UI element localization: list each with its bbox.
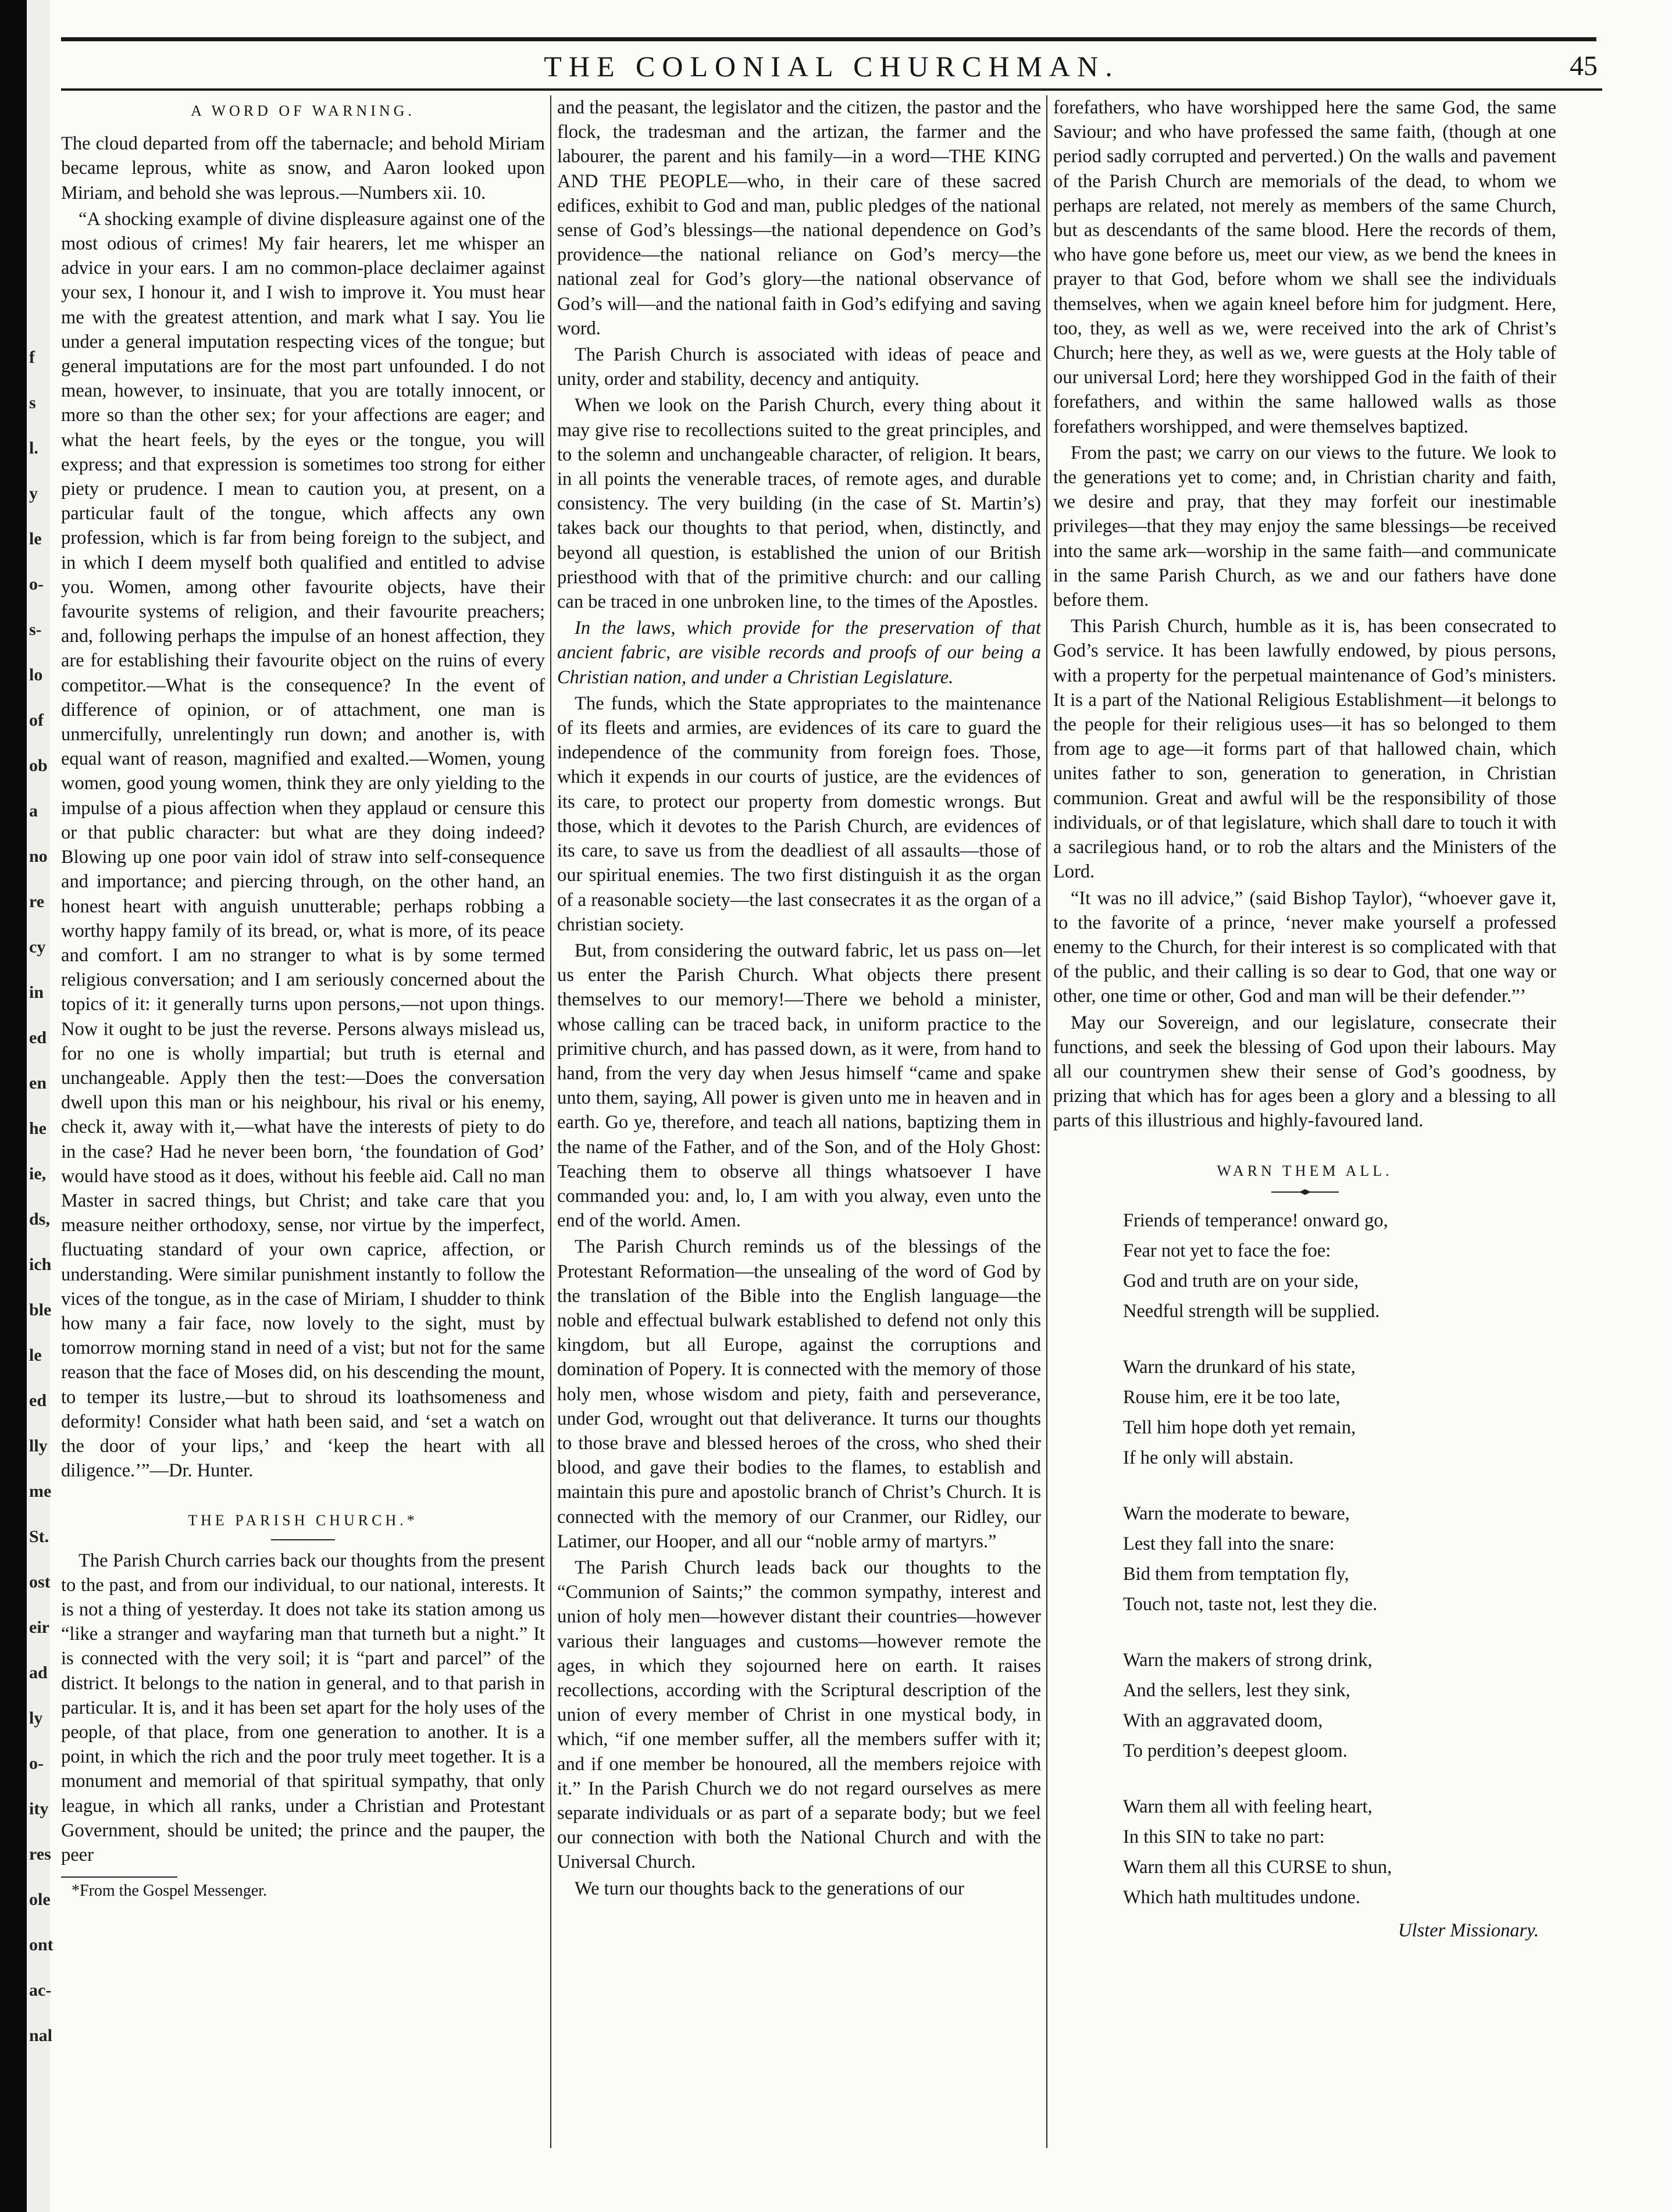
margin-fragment: ble: [29, 1300, 52, 1319]
poem-line: Touch not, taste not, lest they die.: [1123, 1593, 1378, 1615]
margin-fragment: ad: [29, 1663, 48, 1682]
poem-line: Tell him hope doth yet remain,: [1123, 1417, 1356, 1438]
scripture-epigraph: The cloud departed from off the tabernacle; and behold Miriam became leprous, white as snow, and Aaron looked upon Miriam, and behold she was leprous.—Numbers xii. 10.: [61, 133, 545, 204]
poem-line: And the sellers, lest they sink,: [1123, 1679, 1350, 1701]
poem-stanza: [1123, 1352, 1556, 1473]
margin-fragment: ac-: [29, 1981, 52, 2000]
footnote: *From the Gospel Messenger.: [72, 1882, 267, 1900]
article-paragraph: “It was no ill advice,” (said Bishop Taylor), “whoever gave it, to the favorite of a prince, ‘never make yourself a professed enemy to the Church, for their interest is so complicated with that of the public, and their calling is so dear to God, that one way or other, one time or other, God and man will be their defender.”’: [1053, 887, 1556, 1007]
poem-line: Bid them from temptation fly,: [1123, 1563, 1349, 1585]
poem-line: To perdition’s deepest gloom.: [1123, 1740, 1347, 1761]
margin-fragment: l.: [29, 438, 38, 458]
margin-fragment: ie,: [29, 1164, 47, 1183]
margin-fragment: of: [29, 711, 44, 730]
poem-line: God and truth are on your side,: [1123, 1270, 1359, 1291]
article-paragraph: “A shocking example of divine displeasure against one of the most odious of crimes! My fair hearers, let me whisper an advice in your ears. I am no common-place declaimer against your sex, I honour it, and I wish to improve it. You must hear me with the greatest attention, and mark what I say. You lie under a general imputation respecting vices of the tongue; but general imputations are for the most part unfounded. I do not mean, however, to insinuate, that you are totally innocent, or more so than the other sex; for your affections are eager; and what the heart feels, by the eyes or the tongue, you will express; and that expression is sometimes too strong for either piety or prudence. I mean to caution you, at present, on a particular fault of the tongue, which affects any own profession, which is far from being foreign to the subject, and in which I deem myself both qualified and entitled to advise you. Women, among other favourite objects, have their favourite systems of religion, and their favourite preachers; and, following perhaps the impulse of an honest affection, they are for establishing their favourite object on the ruins of every competitor.—What is the consequence? In the event of difference of opinion, or of attachment, one man is unmercifully, unrelentingly run down; and another is, with equal want of reason, magnified and exalted.—Women, young women, good young women, think they are only yielding to the impulse of a pious affection when they applaud or censure this or that public character: but what are they doing indeed? Blowing up one poor vain idol of straw into self-consequence and importance; and piercing through, on the other hand, an honest heart with anguish unutterable; perhaps robbing a worthy happy family of its bread, or, what is more, of its peace and comfort. I am no stranger to what is by some termed religious conversation; and I am seriously concerned about the topics of it: it generally turns upon persons,—not upon things. Now it ought to be just the reverse. Persons always mislead us, for no one is wholly impartial; but truth is eternal and unchangeable. Apply then the test:—Does the conversation dwell upon this man or his neighbour, his rival or his enemy, check it, away with it,—what have the interests of piety to do in the case? Had he never been born, ‘the foundation of God’ would have stood as it does, without his feeble aid. Call no man Master in sacred things, but Christ; and take care that you measure neither orthodoxy, sense, nor virtue by the imperfect, fluctuating standard of your own caprice, affection, or understanding. Were similar punishment instantly to follow the vices of the tongue, as in the case of Miriam, I shudder to think how many a fair face, now lovely to the sight, must by tomorrow morning stand in need of a vist; but not for the same reason that the face of Moses did, on his descending the mount, to temper its lustre,—but to shroud its loathsomeness and deformity! Consider what hath been said, and ‘set a watch on the door of your lips,’ and ‘keep the heart with all diligence.’”—Dr. Hunter.: [61, 208, 545, 1482]
scan-binding-edge: [0, 0, 27, 2212]
margin-fragment: ity: [29, 1799, 49, 1818]
page-number: 45: [1570, 51, 1598, 81]
margin-fragment: lo: [29, 665, 43, 684]
poem-title: WARN THEM ALL.: [1217, 1162, 1393, 1179]
margin-fragment: St.: [29, 1527, 49, 1546]
poem-stanza: [1123, 1645, 1556, 1766]
article-paragraph: The funds, which the State appropriates to the maintenance of its fleets and armies, are evidences of its care to guard the independence of the community from foreign foes. Those, which it expends in our courts of justice, are the evidences of its care, to protect our property from domestic wrongs. But those, which it devotes to the Parish Church, are evidences of its care, to save us from the deadliest of all assaults—those of our spiritual enemies. The two first distinguish it as the organ of a reasonable society—the last consecrates it as the organ of a christian society.: [557, 693, 1041, 935]
footnote-rule: [61, 1876, 177, 1878]
margin-fragment: res: [29, 1844, 51, 1864]
margin-fragment: f: [29, 348, 35, 367]
margin-fragment: cy: [29, 937, 46, 957]
margin-fragment: s-: [29, 620, 42, 639]
margin-fragment: ed: [29, 1028, 47, 1047]
column-divider: [550, 95, 551, 2148]
margin-fragment: le: [29, 529, 42, 548]
margin-fragment: o-: [29, 1754, 44, 1773]
poem-line: Rouse him, ere it be too late,: [1123, 1386, 1341, 1408]
margin-fragment: ds,: [29, 1210, 50, 1229]
poem-line: Warn the drunkard of his state,: [1123, 1356, 1356, 1378]
poem-line: Warn them all this CURSE to shun,: [1123, 1856, 1392, 1878]
margin-fragment: s: [29, 393, 36, 412]
article-paragraph: In the laws, which provide for the preservation of that ancient fabric, are visible records and proofs of our being a Christian nation, and under a Christian Legislature.: [557, 618, 1041, 688]
margin-fragment: y: [29, 484, 38, 503]
poem-line: In this SIN to take no part:: [1123, 1826, 1325, 1847]
margin-fragment: a: [29, 801, 38, 820]
margin-fragment: ost: [29, 1572, 51, 1592]
article-paragraph: But, from considering the outward fabric, let us pass on—let us enter the Parish Church. What objects there present themselves to our memory!—There we behold a minister, whose calling can be traced back, in uniform practice to the primitive church, and has passed down, as it were, from hand to hand, from the very day when Jesus himself “came and spake unto them, saying, All power is given unto me in heaven and in earth. Go ye, therefore, and teach all nations, baptizing them in the name of the Father, and of the Son, and of the Holy Ghost: Teaching them to observe all things whatsoever I have commanded you: and, lo, I am with you alway, even unto the end of the world. Amen.: [557, 940, 1041, 1232]
newspaper-page: [61, 30, 1643, 2182]
margin-fragment: ont: [29, 1935, 54, 1954]
margin-fragment: ich: [29, 1255, 52, 1274]
page-header: [61, 49, 1602, 84]
margin-fragment: nal: [29, 2026, 53, 2045]
top-rule: [61, 37, 1596, 41]
margin-fragment: en: [29, 1073, 47, 1093]
poem-stanza: [1123, 1205, 1556, 1326]
poem-signature: Ulster Missionary.: [1398, 1920, 1539, 1941]
margin-fragment: re: [29, 892, 45, 911]
margin-fragment: ly: [29, 1708, 43, 1728]
article-paragraph: The Parish Church is associated with ideas of peace and unity, order and stability, decency and antiquity.: [557, 344, 1041, 390]
article-paragraph: The Parish Church carries back our thoughts from the present to the past, and from our individual, to our national, interests. It is not a thing of yesterday. It does not take its station among us “like a stranger and wayfaring man that turneth but a night.” It is connected with the very soil; it is “part and parcel” of the district. It belongs to the nation in general, and to that parish in particular. It is, and it has been set apart for the holy uses of the people, of that place, from one generation to another. It is a point, in which the rich and the poor truly meet together. It is a monument and memorial of that spiritual sympathy, that only league, in which all ranks, under a Christian and Protestant Government, should be united; the prince and the pauper, the peer: [61, 1550, 545, 1866]
article-title-word-of-warning: A WORD OF WARNING.: [191, 102, 415, 119]
poem-line: Which hath multitudes undone.: [1123, 1886, 1360, 1908]
article-paragraph: forefathers, who have worshipped here the same God, the same Saviour; and who have professed the same faith, (though at one period sadly corrupted and perverted.) On the walls and pavement of the Parish Church are memorials of the dead, to whom we perhaps are related, not merely as members of the same Church, but as descendants of the same blood. Here the records of them, who have gone before us, meet our view, as we bend the knees in prayer to that God, before whom we shall see the individuals themselves, when we again kneel before him for judgment. Here, too, they, as well as we, were received into the ark of Christ’s Church; here they, as well as we, were guests at the Holy table of our universal Lord; here they worshipped God in the faith of their forefathers, and within the same hallowed walls as those forefathers worshipped, and were themselves baptized.: [1053, 97, 1556, 437]
adjacent-page-strip: [27, 0, 54, 2212]
article-paragraph: When we look on the Parish Church, every thing about it may give rise to recollections suited to the great principles, and to the solemn and unchangeable character, of religion. It bears, in all points the venerable traces, of remote ages, and durable consistency. The very building (in the case of St. Martin’s) takes back our thoughts to that period, when, distinctly, and beyond all question, is established the union of our British priesthood with that of the primitive church: and our calling can be traced in one unbroken line, to the times of the Apostles.: [557, 395, 1041, 613]
margin-fragment: ole: [29, 1890, 51, 1909]
column-1: [61, 95, 545, 2148]
article-title-parish-church: THE PARISH CHURCH.*: [188, 1512, 418, 1529]
poem-line: Friends of temperance! onward go,: [1123, 1210, 1388, 1231]
poem-line: Warn them all with feeling heart,: [1123, 1796, 1372, 1817]
column-divider: [1046, 95, 1047, 2148]
article-paragraph: The Parish Church leads back our thoughts to the “Communion of Saints;” the common sympathy, interest and union of holy men—however distant their countries—however various their languages and customs—however remote the ages, in which they sojourned here on earth. It raises recollections, according with the Scriptural description of the union of every member of Christ in one mystical body, in which, “if one member suffer, all the members suffer with it; and if one member be honoured, all the members rejoice with it.” In the Parish Church we do not regard ourselves as mere separate individuals or as part of a separate body; but we feel our connection with both the National Church and with the Universal Church.: [557, 1557, 1041, 1873]
margin-fragment: me: [29, 1482, 52, 1501]
poem-line: Fear not yet to face the foe:: [1123, 1240, 1331, 1261]
article-paragraph: The Parish Church reminds us of the blessings of the Protestant Reformation—the unsealing of the word of God by the translation of the Bible into the English language—the noble and effectual bulwark established to defend not only this kingdom, but all Europe, against the corruptions and domination of Popery. It is connected with the memory of those holy men, whose wisdom and piety, faith and perseverance, under God, wrought out that deliverance. It turns our thoughts to those brave and blessed heroes of the cross, who shed their blood, and gave their bodies to the flames, to establish and maintain this pure and apostolic branch of Christ’s Church. It is connected with the memory of our Cranmer, our Ridley, our Latimer, our Hooper, and all our “noble army of martyrs.”: [557, 1236, 1041, 1552]
margin-fragment: no: [29, 847, 48, 866]
poem-line: With an aggravated doom,: [1123, 1710, 1323, 1731]
poem-line: If he only will abstain.: [1123, 1447, 1294, 1468]
header-rule: [61, 88, 1602, 91]
margin-fragment: in: [29, 983, 44, 1002]
title-rule: [271, 1539, 335, 1540]
article-paragraph: We turn our thoughts back to the generations of our: [575, 1878, 964, 1899]
poem-line: Needful strength will be supplied.: [1123, 1300, 1380, 1322]
margin-fragment: o-: [29, 575, 44, 594]
column-3: [1053, 95, 1556, 2148]
margin-fragment: le: [29, 1346, 42, 1365]
article-paragraph: May our Sovereign, and our legislature, consecrate their functions, and seek the blessing of God upon their labours. May all our countrymen shew their sense of God’s goodness, by prizing that which has for ages been a glory and a blessing to all parts of this illustrious and highly-favoured land.: [1053, 1012, 1556, 1132]
article-paragraph: This Parish Church, humble as it is, has been consecrated to God’s service. It has been lawfully endowed, by pious persons, with a property for the perpetual maintenance of God’s ministers. It is a part of the National Religious Establishment—it belongs to the people for their religious uses—it has so belonged to them from age to age—it forms part of that hallowed chain, which unites father to son, generation to generation, in Christian communion. Great and awful will be the responsibility of those individuals, or of that legislature, which shall dare to touch it with a sacrilegious hand, or to rob the altars and the Ministers of the Lord.: [1053, 616, 1556, 883]
masthead-title: THE COLONIAL CHURCHMAN.: [544, 50, 1120, 83]
margin-fragment: lly: [29, 1436, 48, 1455]
poem-body: [1123, 1205, 1556, 1943]
margin-fragment: he: [29, 1119, 47, 1138]
margin-fragment: ed: [29, 1391, 47, 1410]
ornament-rule-icon: [1270, 1189, 1340, 1195]
margin-fragment: eir: [29, 1618, 49, 1637]
article-paragraph: and the peasant, the legislator and the citizen, the pastor and the flock, the tradesman and the artizan, the farmer and the labourer, the parent and his family—in a word—THE KING AND THE PEOPLE—who, in their care of these sacred edifices, exhibit to God and man, public pledges of the national sense of God’s blessings—the national dependence on God’s providence—the national reliance on God’s mercy—the national zeal for God’s glory—the national observance of God’s will—and the national faith in God’s edifying and saving word.: [557, 97, 1041, 339]
poem-stanza: [1123, 1792, 1556, 1913]
poem-line: Warn the moderate to beware,: [1123, 1503, 1350, 1524]
article-paragraph: From the past; we carry on our views to the future. We look to the generations yet to come; and, in Christian charity and faith, we desire and pray, that they may forfeit our inestimable privileges—that they may enjoy the same blessings—be received into the same ark—worship in the same faith—and communicate in the same Parish Church, as we and our fathers have done before them.: [1053, 442, 1556, 611]
column-2: [557, 95, 1041, 2148]
article-word-of-warning-body: [61, 131, 545, 1483]
poem-line: Warn the makers of strong drink,: [1123, 1649, 1372, 1671]
poem-stanza: [1123, 1499, 1556, 1619]
poem-line: Lest they fall into the snare:: [1123, 1533, 1335, 1554]
margin-fragment: ob: [29, 756, 48, 775]
